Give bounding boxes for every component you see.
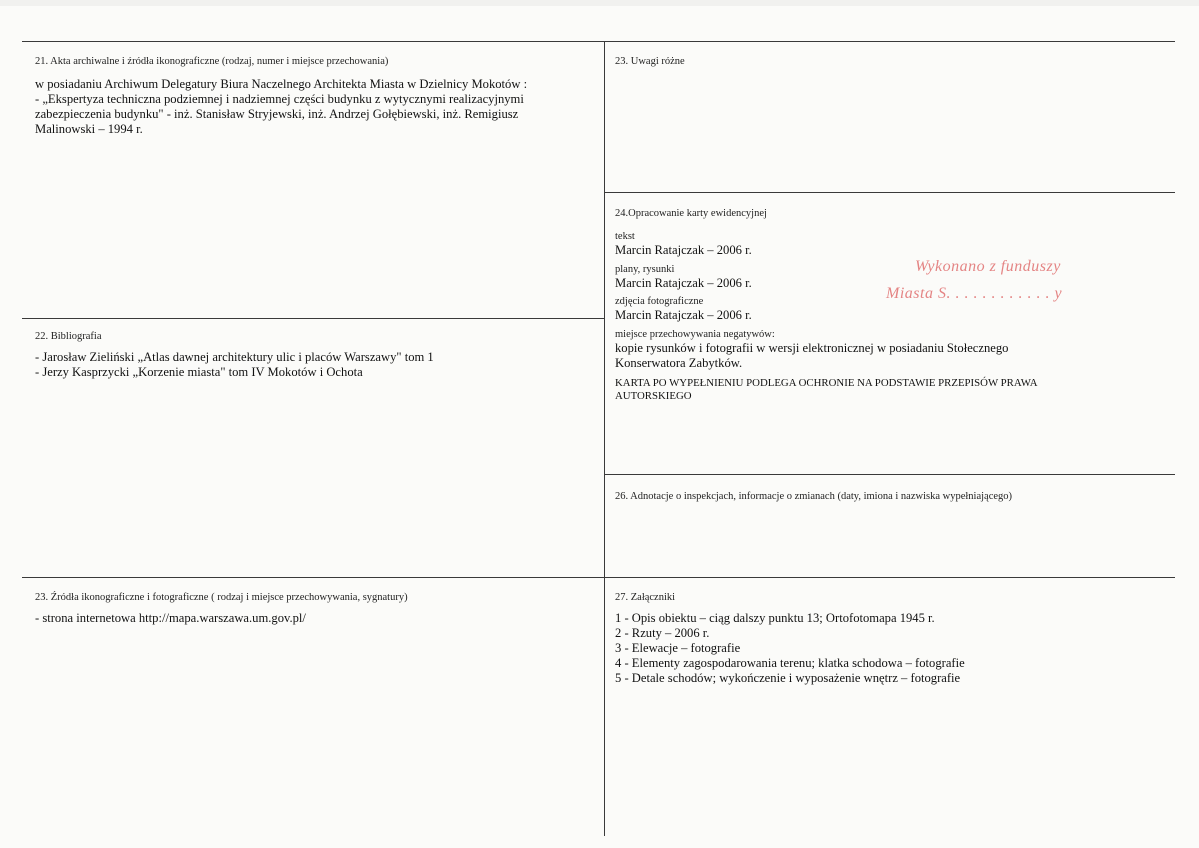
attachment-item: 4 - Elementy zagospodarowania terenu; klatka schodowa – fotografie (615, 656, 965, 670)
section-21 (35, 55, 595, 137)
attachment-item: 3 - Elewacje – fotografie (615, 641, 741, 655)
section-27-label: 27. Załączniki (615, 592, 676, 603)
section-27 (615, 591, 1170, 686)
section-26 (615, 490, 1170, 503)
section-23-remarks-label: 23. Uwagi różne (615, 56, 685, 67)
scan-edge (0, 0, 1199, 6)
divider-26-27 (604, 577, 1175, 578)
text-author-label: tekst (615, 231, 635, 242)
plans-author-label: plany, rysunki (615, 264, 675, 275)
negatives-storage-value: Konserwatora Zabytków. (615, 356, 743, 370)
negatives-storage-label: miejsce przechowywania negatywów: (615, 329, 775, 340)
photos-author-value: Marcin Ratajczak – 2006 r. (615, 308, 752, 322)
divider-22-23 (22, 577, 604, 578)
center-divider (604, 41, 605, 836)
section-22 (35, 330, 595, 380)
divider-23-24 (604, 192, 1175, 193)
top-border (22, 41, 1175, 42)
section-22-label: 22. Bibliografia (35, 331, 102, 342)
section-21-line: Malinowski – 1994 r. (35, 122, 143, 136)
bibliography-item: - Jerzy Kasprzycki „Korzenie miasta" tom IV Mokotów i Ochota (35, 365, 363, 379)
funding-stamp: Miasta S. . . . . . . . . . . . y (886, 285, 1063, 302)
attachment-item: 1 - Opis obiektu – ciąg dalszy punktu 13; Ortofotomapa 1945 r. (615, 611, 935, 625)
plans-author-value: Marcin Ratajczak – 2006 r. (615, 276, 752, 290)
attachment-item: 2 - Rzuty – 2006 r. (615, 626, 710, 640)
section-23-sources-label: 23. Źródła ikonograficzne i fotograficzne ( rodzaj i miejsce przechowywania, sygnatury) (35, 592, 408, 603)
divider-21-22 (22, 318, 604, 319)
section-24-label: 24.Opracowanie karty ewidencyjnej (615, 208, 767, 219)
section-21-line: zabezpieczenia budynku" - inż. Stanisław Stryjewski, inż. Andrzej Gołębiewski, inż. Remigiusz (35, 107, 519, 121)
section-23-remarks (615, 55, 1165, 68)
section-21-line: w posiadaniu Archiwum Delegatury Biura Naczelnego Architekta Miasta w Dzielnicy Mokotów : (35, 77, 528, 91)
divider-24-26 (604, 474, 1175, 475)
photos-author-label: zdjęcia fotograficzne (615, 296, 704, 307)
bibliography-item: - Jarosław Zieliński „Atlas dawnej architektury ulic i placów Warszawy" tom 1 (35, 350, 434, 364)
source-item: - strona internetowa http://mapa.warszawa.um.gov.pl/ (35, 611, 306, 625)
copyright-notice: AUTORSKIEGO (615, 390, 692, 402)
text-author-value: Marcin Ratajczak – 2006 r. (615, 243, 752, 257)
attachment-item: 5 - Detale schodów; wykończenie i wyposażenie wnętrz – fotografie (615, 671, 961, 685)
section-24 (615, 207, 1170, 403)
copyright-notice: KARTA PO WYPEŁNIENIU PODLEGA OCHRONIE NA PODSTAWIE PRZEPISÓW PRAWA (615, 377, 1038, 389)
section-23-sources (35, 591, 595, 626)
funding-stamp: Wykonano z funduszy (915, 258, 1061, 275)
section-26-label: 26. Adnotacje o inspekcjach, informacje o zmianach (daty, imiona i nazwiska wypełniającego) (615, 491, 1013, 502)
section-21-line: - „Ekspertyza techniczna podziemnej i nadziemnej części budynku z wytycznymi realizacyjnymi (35, 92, 524, 106)
negatives-storage-value: kopie rysunków i fotografii w wersji elektronicznej w posiadaniu Stołecznego (615, 341, 1009, 355)
section-21-label: 21. Akta archiwalne i źródła ikonograficzne (rodzaj, numer i miejsce przechowania) (35, 56, 389, 67)
